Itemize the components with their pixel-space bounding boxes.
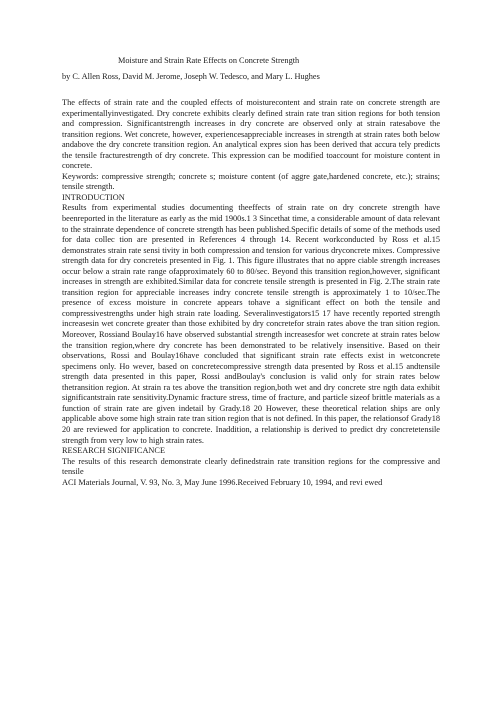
author-line: by C. Allen Ross, David M. Jerome, Joseph W. Tedesco, and Mary L. Hughes xyxy=(62,72,320,81)
document-title: Moisture and Strain Rate Effects on Concrete Strength xyxy=(118,56,300,65)
introduction-paragraph: Results from experimental studies documenting theeffects of strain rate on dry concrete strength have beenreported in the literature as early as the mid 1900s.1 3 Sincethat time, a considerable amount of data relevant to the strainrate dependence of concrete strength has been published.Specific details of some of the methods used for data collec tion are presented in References 4 through 14. Recent workconducted by Ross et al.15 demonstrates strain rate sensi tivity in both compression and tension for various dryconcrete mixes. Compressive strength data for dry concreteis presented in Fig. 1. This figure illustrates that no appre ciable strength increases occur below a strain rate range ofapproximately 60 to 80/sec. Beyond this transition region,however, significant increases in strength are exhibited.Similar data for concrete tensile strength is presented in Fig. 2.The strain rate transition region for appreciable increases indry concrete tensile strength is approximately 1 to 10/sec.The presence of excess moisture in concrete appears tohave a significant effect on both the tensile and compressivestrengths under high strain rate loading. Severalinvestigators15 17 have recently reported strength increasesin wet concrete greater than those exhibited by dry concretefor strain rates above the tran sition region. Moreover, Rossiand Boulay16 have observed substantial strength increasesfor wet concrete at strain rates below the transition region,where dry concrete has been demonstrated to be relatively insensitive. Based on their observations, Rossi and Boulay16have concluded that significant strain rate effects exist in wetconcrete specimens only. Ho wever, based on concretecompressive strength data presented by Ross et al.15 andtensile strength data presented in this paper, Rossi andBoulay's conclusion is valid only for strain rates below thetransition region. At strain ra tes above the transition region,both wet and dry concrete stre ngth data exhibit significantstrain rate sensitivity.Dynamic fracture stress, time of fracture, and particle sizeof brittle materials as a function of strain rate are given indetail by Grady.18 20 However, these theoretical relation ships are only applicable above some high strain rate tran sition region that is not defined. In this paper, the relationsof Grady18 20 are reviewed for application to concrete. Inaddition, a relationship is derived to predict dry concretetensile strength from very low to high strain rates. xyxy=(62,203,440,445)
keywords-paragraph: Keywords: compressive strength; concrete s; moisture content (of aggre gate,hardened concrete, etc.); strains; tensile strength. xyxy=(62,171,440,192)
research-significance-paragraph: The results of this research demonstrate clearly definedstrain rate transition regions for the compressive and tensile xyxy=(62,456,440,477)
document-body xyxy=(62,98,440,488)
introduction-heading: INTRODUCTION xyxy=(62,192,125,202)
abstract-paragraph: The effects of strain rate and the coupled effects of moisturecontent and strain rate on concrete strength are experimentallyinvestigated. Dry concrete exhibits clearly defined strain rate tran sition regions for both tension and compression. Significantstrength increases in dry concrete are observed only at strain ratesabove the transition regions. Wet concrete, however, experiencesappreciable increases in strength at strain rates both below andabove the dry concrete transition region. An analytical expres sion has been derived that accura tely predicts the tensile fracturestrength of dry concrete. This expression can be modified toaccount for moisture content in concrete. xyxy=(62,98,440,171)
footer-note: ACI Materials Journal, V. 93, No. 3, May June 1996.Received February 10, 1994, and revi ewed xyxy=(62,477,383,487)
research-significance-heading: RESEARCH SIGNIFICANCE xyxy=(62,446,166,456)
